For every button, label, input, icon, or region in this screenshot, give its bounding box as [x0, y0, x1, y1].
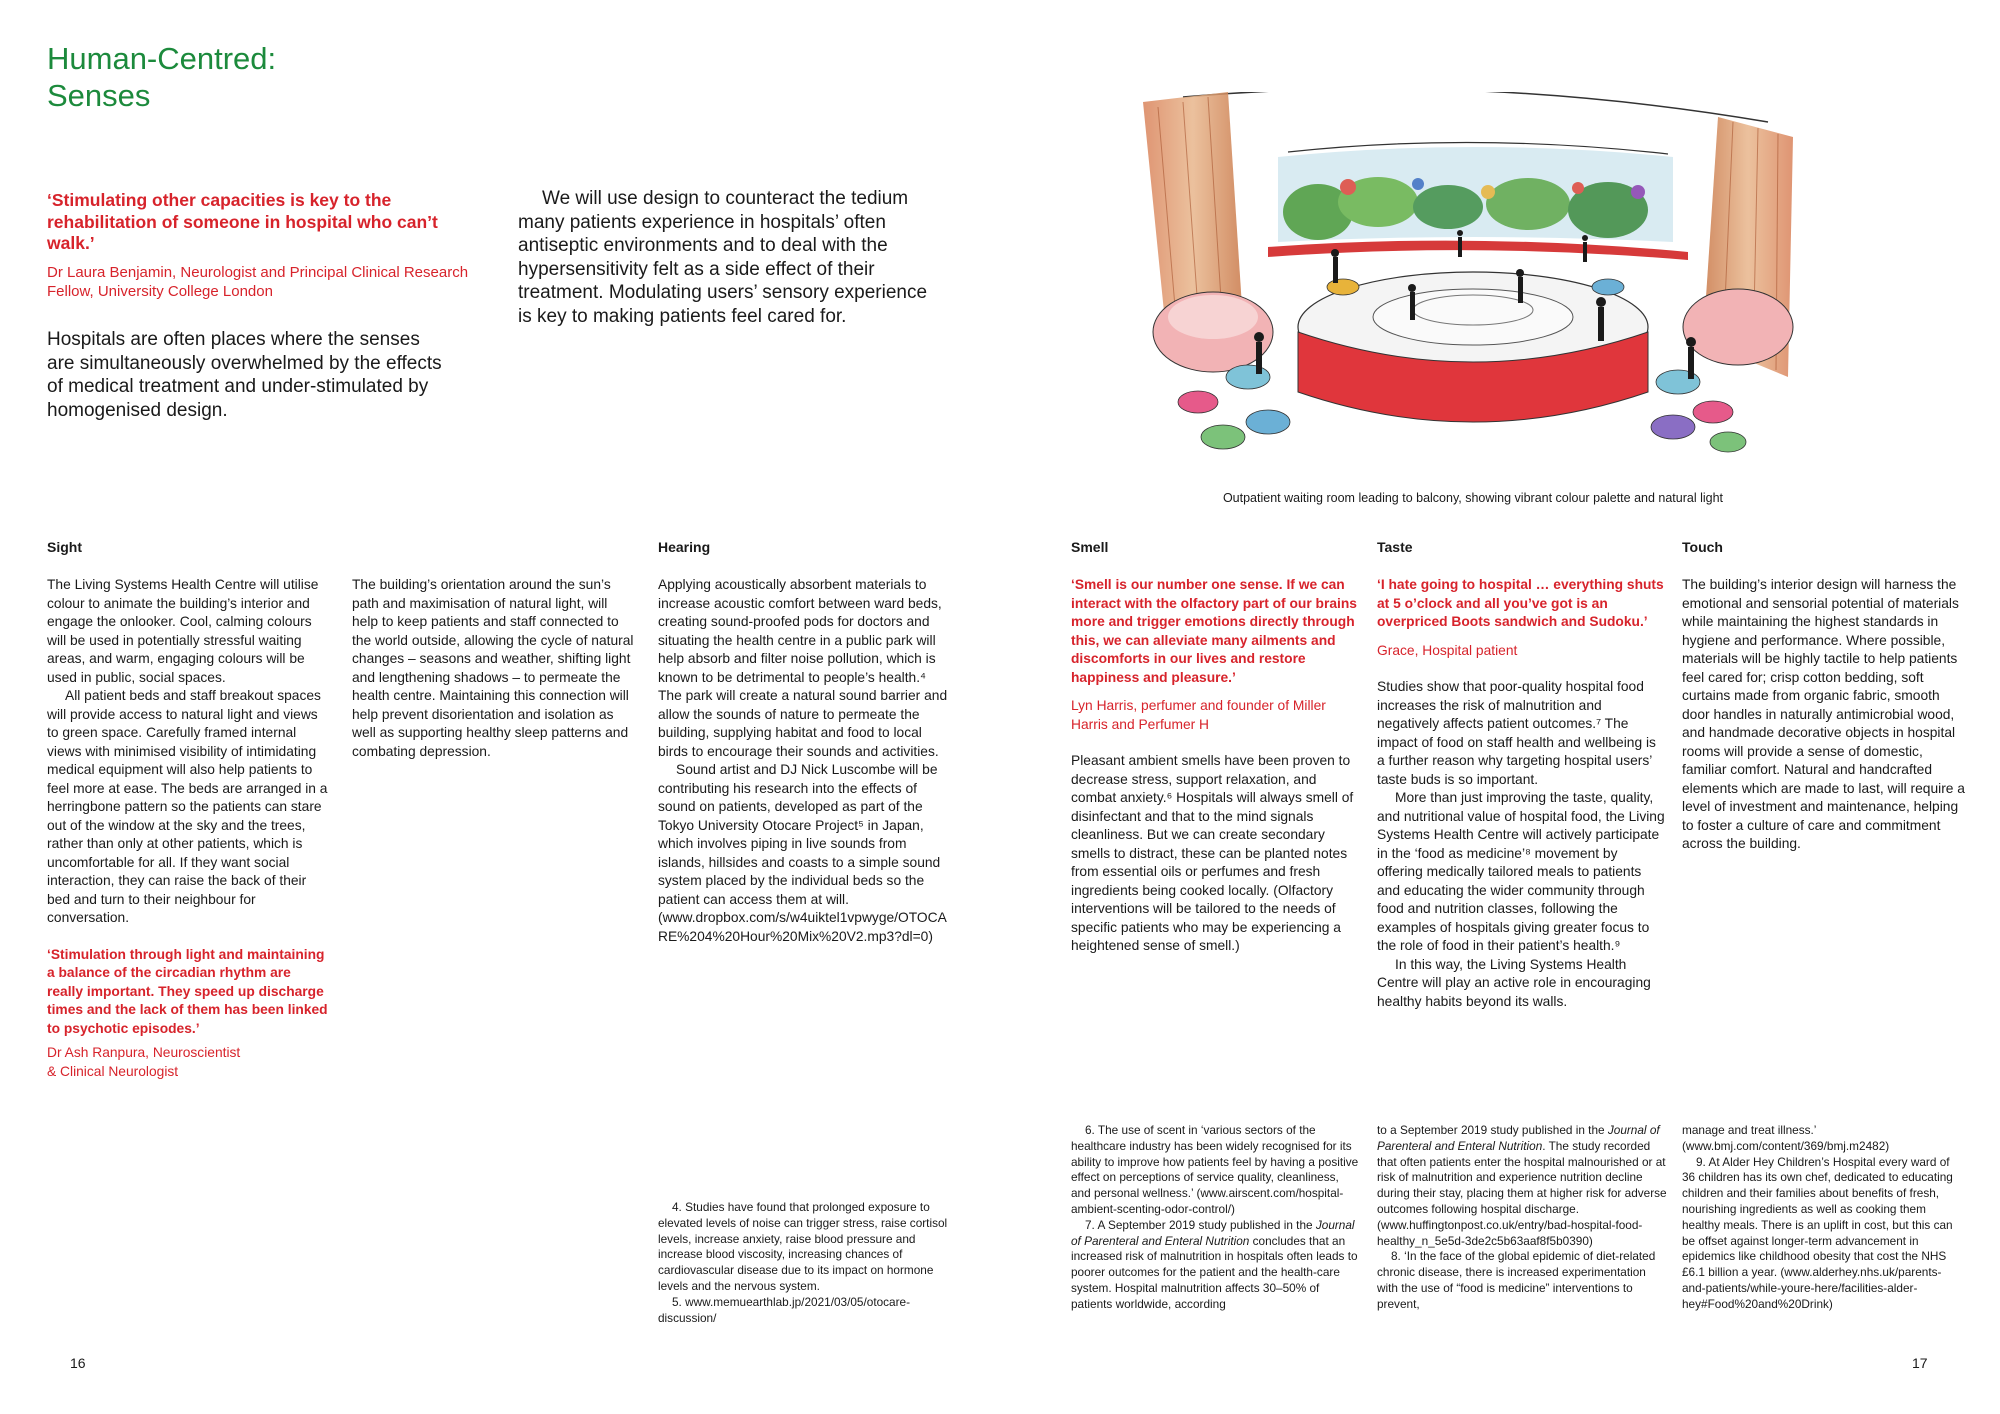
heading-sight: Sight — [47, 539, 82, 555]
taste-paragraph-2: More than just improving the taste, quality, and nutritional value of hospital food, the Living Systems Health Centre will actively participate in the ‘food as medicine’⁸ movement by offering medically tailored meals to patients and educating the wider community through food and nutrition classes, following the examples of hospitals giving greater focus to the role of food in their patient’s health.⁹ — [1377, 790, 1665, 953]
footnote-8: 8. ‘In the face of the global epidemic of diet-related chronic disease, there is increased experimentation with the use of “food is medicine” interventions to prevent, — [1377, 1249, 1656, 1311]
intro-right: We will use design to counteract the tedium many patients experience in hospitals’ often antiseptic environments and to deal with the hypersensitivity felt as a side effect of their treatment. Modulating users’ sensory experience is key to making patients feel cared for. — [518, 188, 928, 327]
footnote-7-part-a: 7. A September 2019 study published in the — [1085, 1217, 1316, 1232]
sight-quote: ‘Stimulation through light and maintaining a balance of the circadian rhythm are really important. They speed up discharge times and the lack of them has been linked to psychotic episodes.’ — [47, 946, 328, 1036]
top-quote-text: ‘Stimulating other capacities is key to the rehabilitation of someone in hospital who can’t walk.’ — [47, 190, 438, 253]
footnote-7-part-b: concludes that an increased risk of malnutrition in hospitals often leads to poorer outcomes for the patient and the health-care system. Hospital malnutrition affects 30–50% of patients worldwide, according — [1071, 1233, 1358, 1311]
smell-quote-author: Lyn Harris, perfumer and founder of Miller Harris and Perfumer H — [1071, 698, 1326, 732]
taste-quote-author: Grace, Hospital patient — [1377, 642, 1518, 658]
footnote-9: 9. At Alder Hey Children’s Hospital every ward of 36 children has its own chef, dedicated to educating children and their families about benefits of fresh, nourishing ingredients as well as cooking them healthy meals. There is an uplift in cost, but this can be offset against longer-term advancement in epidemics like childhood obesity that cost the NHS £6.1 billion a year. (www.alderhey.nhs.uk/parents-and-patients/while-youre-here/facilities-alder-hey#Food%20and%20Drink) — [1682, 1154, 1953, 1311]
footnote-7-journal: Journal of Parenteral and Enteral Nutrition — [1071, 1217, 1355, 1248]
taste-column — [1377, 576, 1667, 1011]
sight-quote-author-line-1: Dr Ash Ranpura, Neuroscientist — [47, 1045, 241, 1060]
sight-quote-author — [47, 1044, 330, 1081]
page-number-left: 16 — [70, 1355, 86, 1371]
title-line-2: Senses — [47, 78, 151, 113]
heading-touch: Touch — [1682, 539, 1723, 555]
smell-column — [1071, 576, 1361, 956]
title-line-1: Human-Centred: — [47, 41, 277, 76]
hearing-paragraph-2: Sound artist and DJ Nick Luscombe will be contributing his research into the effects of sound on patients, developed as part of the Tokyo University Otocare Project⁵ in Japan, which involves piping in live sounds from islands, hillsides and coasts to a simple sound system placed by the individual beds so the patient can access them at will. (www.dropbox.com/s/w4uiktel1vpwyge/OTOCARE%204%20Hour%20Mix%20V2.mp3?dl=0) — [658, 762, 947, 944]
hearing-paragraph-1: Applying acoustically absorbent materials to increase acoustic comfort between ward beds, creating sound-proofed pods for doctors and situating the health centre in a public park will help absorb and filter noise pollution, which is known to be detrimental to people’s health.⁴ The park will create a natural sound barrier and allow the sounds of nature to permeate the building, supplying habitat and food to local birds to encourage their sounds and activities. — [658, 577, 948, 759]
heading-hearing: Hearing — [658, 539, 711, 555]
heading-smell: Smell — [1071, 539, 1109, 555]
footnote-7-cont-part-a: to a September 2019 study published in the — [1377, 1123, 1608, 1137]
page-title — [47, 40, 276, 114]
smell-quote: ‘Smell is our number one sense. If we can interact with the olfactory part of our brains more and trigger emotions directly through this, we can alleviate many ailments and discomforts in our lives and restore happiness and pleasure.’ — [1071, 577, 1357, 685]
taste-paragraph-3: In this way, the Living Systems Health Centre will play an active role in encouraging healthy habits beyond its walls. — [1377, 956, 1651, 1009]
footnote-7 — [1071, 1218, 1361, 1313]
touch-paragraph-1: The building’s interior design will harness the emotional and sensorial potential of materials while maintaining the highest standards in hygiene and performance. Where possible, materials will be highly tactile to help patients feel cared for; crisp cotton bedding, soft curtains made from organic fabric, smooth door handles in naturally antimicrobial wood, and handmade decorative objects in hospital rooms will provide a sense of domestic, familiar comfort. Natural and handcrafted elements which are made to last, will require a level of investment and maintenance, helping to foster a culture of care and commitment across the building. — [1682, 577, 1965, 851]
sight-paragraph-1: The Living Systems Health Centre will utilise colour to animate the building’s interior and engage the onlooker. Cool, calming colours will be used in potentially stressful waiting areas, and warm, engaging colours will be used in public, social spaces. — [47, 577, 319, 685]
top-quote-author: Dr Laura Benjamin, Neurologist and Principal Clinical Research Fellow, University College London — [47, 263, 469, 300]
footnote-5: 5. www.memuearthlab.jp/2021/03/05/otocare-discussion/ — [658, 1294, 911, 1325]
heading-taste: Taste — [1377, 539, 1413, 555]
footnote-7-cont-journal: Journal of Parenteral and Enteral Nutrition — [1377, 1123, 1660, 1153]
waiting-room-illustration — [1128, 92, 1818, 468]
footnote-7-continued — [1377, 1123, 1667, 1249]
footnote-7-cont-part-b: . The study recorded that often patients enter the hospital malnourished or at risk of malnutrition and experience nutrition decline during their stay, placing them at higher risk for adverse outcomes following hospital discharge. (www.huffingtonpost.co.uk/entry/bad-hospital-food-healthy_n_5e5d-3de2c5b63aaf8f5b0390) — [1377, 1138, 1667, 1248]
footnotes-smell — [1071, 1123, 1361, 1313]
smell-paragraph-1: Pleasant ambient smells have been proven to decrease stress, support relaxation, and combat anxiety.⁶ Hospitals will always smell of disinfectant and that to the mind signals cleanliness. But we can create secondary smells to distract, these can be planted notes from essential oils or perfumes and fresh ingredients being cooked locally. (Olfactory interventions will be tailored to the needs of specific patients who may be experiencing a heightened sense of smell.) — [1071, 753, 1354, 953]
touch-column — [1682, 576, 1965, 854]
taste-paragraph-1: Studies show that poor-quality hospital food increases the risk of malnutrition and negatively affects patient outcomes.⁷ The impact of food on staff health and wellbeing is a further reason why targeting hospital users’ taste buds is so important. — [1377, 679, 1656, 787]
sight-quote-author-line-2: & Clinical Neurologist — [47, 1063, 179, 1079]
hearing-column — [658, 576, 948, 946]
footnote-8-continued: manage and treat illness.’ (www.bmj.com/content/369/bmj.m2482) — [1682, 1123, 1890, 1153]
sight-paragraph-3: The building’s orientation around the sun’s path and maximisation of natural light, will help to keep patients and staff connected to the world outside, allowing the cycle of natural changes – seasons and weather, shifting light and lengthening shadows – to permeate the health centre. Maintaining this connection will help prevent disorientation and isolation as well as supporting healthy sleep patterns and combating depression. — [352, 577, 634, 759]
illustration-caption: Outpatient waiting room leading to balcony, showing vibrant colour palette and natural light — [1222, 491, 1724, 505]
sight-column-1 — [47, 576, 330, 1081]
footnotes-taste — [1377, 1123, 1667, 1313]
top-pull-quote — [47, 190, 477, 301]
footnotes-touch — [1682, 1123, 1965, 1313]
sight-paragraph-2: All patient beds and staff breakout spaces will provide access to natural light and views to green space. Carefully framed internal views with minimised visibility of intimidating medical equipment will also help patients to feel more at ease. The beds are arranged in a herringbone pattern so the patients can stare out of the window at the sky and the trees, rather than only at other patients, which is uncomfortable for all. If they want social interaction, they can raise the back of their bed and turn to their neighbour for conversation. — [47, 688, 328, 925]
footnotes-hearing — [658, 1200, 948, 1326]
page-number-right: 17 — [1912, 1355, 1928, 1371]
footnote-4: 4. Studies have found that prolonged exposure to elevated levels of noise can trigger stress, raise cortisol levels, increase anxiety, raise blood pressure and increase blood viscosity, increasing chances of cardiovascular disease due to its impact on hormone levels and the nervous system. — [658, 1200, 948, 1293]
sight-column-2 — [352, 576, 635, 761]
footnote-6: 6. The use of scent in ‘various sectors of the healthcare industry has been widely recognised for its ability to improve how patients feel by having a positive effect on perceptions of service quality, cleanliness, and personal wellness.’ (www.airscent.com/hospital-ambient-scenting-odor-control/) — [1071, 1123, 1359, 1216]
intro-left: Hospitals are often places where the senses are simultaneously overwhelmed by the effects of medical treatment and under-stimulated by homogenised design. — [47, 329, 442, 421]
taste-quote: ‘I hate going to hospital … everything shuts at 5 o’clock and all you’ve got is an overpriced Boots sandwich and Sudoku.’ — [1377, 577, 1664, 629]
